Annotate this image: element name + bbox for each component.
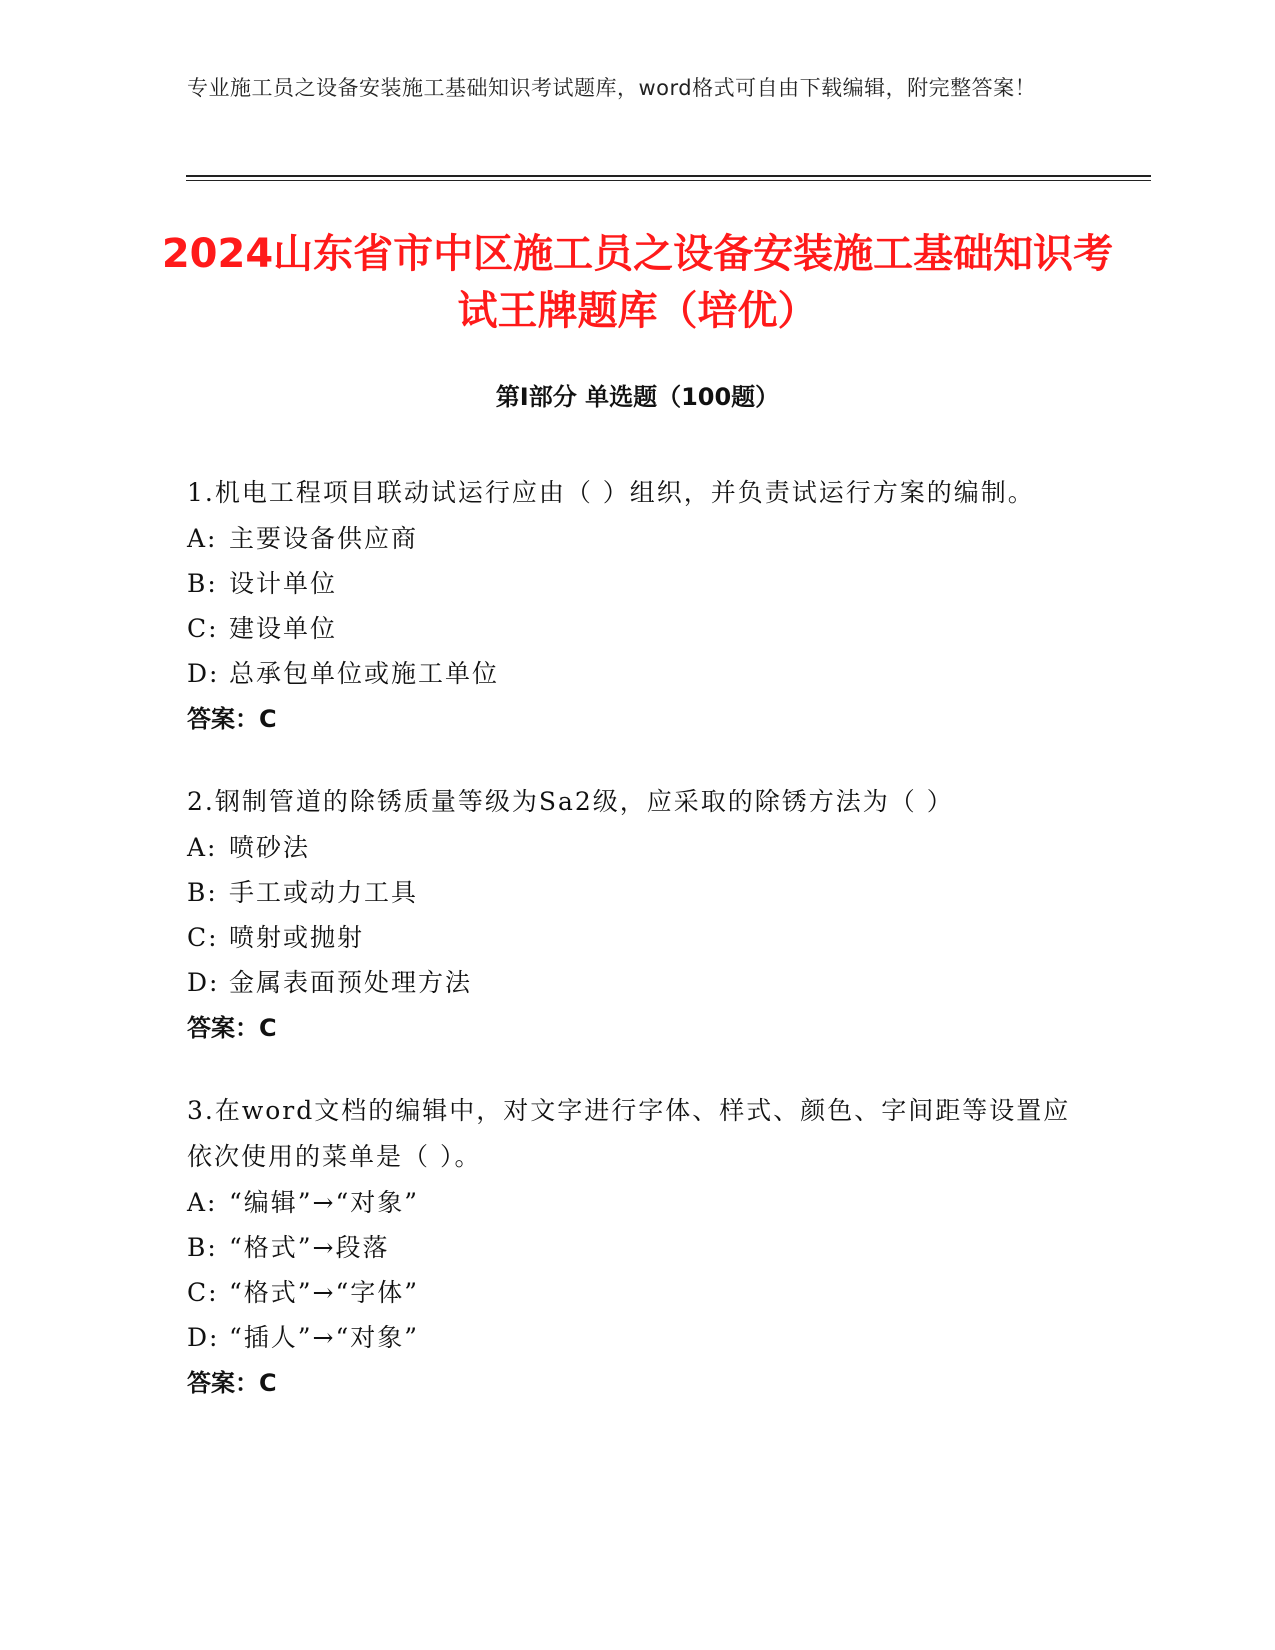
option-text: 金属表面预处理方法 bbox=[229, 968, 473, 997]
question-text: 1.机电工程项目联动试运行应由（ ）组织，并负责试运行方案的编制。 bbox=[187, 478, 1035, 507]
question-text: 2.钢制管道的除锈质量等级为Sa2级，应采取的除锈方法为（ ） bbox=[187, 787, 954, 816]
option-text: 主要设备供应商 bbox=[229, 524, 419, 553]
option-key: B: bbox=[187, 878, 218, 907]
option-key: C: bbox=[187, 1278, 219, 1307]
question-list bbox=[187, 470, 1087, 1443]
option-text: 总承包单位或施工单位 bbox=[229, 659, 500, 688]
option-key: A: bbox=[187, 1188, 218, 1217]
option-text: 喷砂法 bbox=[229, 833, 311, 862]
option-d bbox=[187, 651, 1087, 696]
option-text: “格式”→“字体” bbox=[229, 1278, 420, 1307]
option-key: D: bbox=[187, 659, 220, 688]
option-c bbox=[187, 606, 1087, 651]
question-text: 3.在word文档的编辑中，对文字进行字体、样式、颜色、字间距等设置应依次使用的菜单是（ ）。 bbox=[187, 1096, 1071, 1171]
header-rule-thin bbox=[186, 180, 1151, 181]
question-2 bbox=[187, 779, 1087, 1051]
option-d bbox=[187, 960, 1087, 1005]
document-title: 2024山东省市中区施工员之设备安装施工基础知识考试王牌题库（培优） bbox=[161, 231, 1114, 334]
option-key: A: bbox=[187, 833, 218, 862]
option-c bbox=[187, 1270, 1087, 1315]
option-key: D: bbox=[187, 968, 220, 997]
option-key: B: bbox=[187, 1233, 218, 1262]
option-text: 手工或动力工具 bbox=[229, 878, 419, 907]
option-a bbox=[187, 516, 1087, 561]
option-key: B: bbox=[187, 569, 218, 598]
option-a bbox=[187, 1180, 1087, 1225]
section-title: 第Ⅰ部分 单选题（100题） bbox=[495, 383, 780, 411]
answer-line: 答案：C bbox=[187, 1014, 277, 1042]
option-text: “插人”→“对象” bbox=[229, 1323, 420, 1352]
option-text: “格式”→段落 bbox=[229, 1233, 390, 1262]
option-key: D: bbox=[187, 1323, 220, 1352]
answer-line: 答案：C bbox=[187, 1369, 277, 1397]
option-key: C: bbox=[187, 923, 219, 952]
option-text: 设计单位 bbox=[229, 569, 338, 598]
header-note: 专业施工员之设备安装施工基础知识考试题库，word格式可自由下载编辑，附完整答案！ bbox=[187, 76, 1037, 100]
option-b bbox=[187, 1225, 1087, 1270]
option-b bbox=[187, 561, 1087, 606]
option-text: 建设单位 bbox=[229, 614, 338, 643]
option-key: C: bbox=[187, 614, 219, 643]
option-text: “编辑”→“对象” bbox=[229, 1188, 420, 1217]
question-3 bbox=[187, 1088, 1087, 1406]
answer-line: 答案：C bbox=[187, 705, 277, 733]
option-text: 喷射或抛射 bbox=[229, 923, 365, 952]
option-a bbox=[187, 825, 1087, 870]
option-b bbox=[187, 870, 1087, 915]
question-1 bbox=[187, 470, 1087, 742]
option-c bbox=[187, 915, 1087, 960]
header-rule-thick bbox=[186, 175, 1151, 177]
option-d bbox=[187, 1315, 1087, 1360]
option-key: A: bbox=[187, 524, 218, 553]
